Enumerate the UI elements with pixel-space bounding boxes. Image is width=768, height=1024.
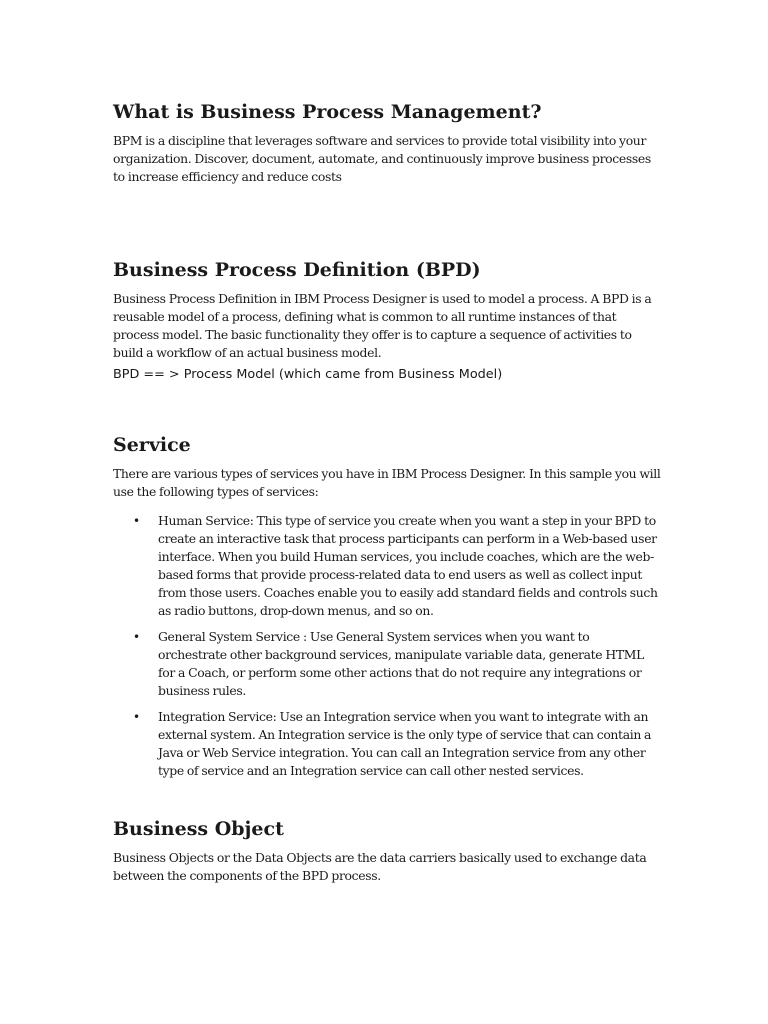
paragraph-bpm: BPM is a discipline that leverages software and services to provide total visibility into your organization. Discover, document, automate, and continuously improve business processes to increase efficiency and reduce costs [113,133,651,184]
bullet-icon: • [133,630,140,644]
heading-bpm: What is Business Process Management? [113,101,542,123]
paragraph-bpd: Business Process Definition in IBM Process Designer is used to model a process. A BPD is a reusable model of a process, defining what is common to all runtime instances of that process model. The basic functionality they offer is to capture a sequence of activities to build a workflow of an actual business model. [113,291,652,360]
list-item [113,512,658,620]
paragraph-service: There are various types of services you have in IBM Process Designer. In this sample you will use the following types of services: [113,466,661,499]
section-business-object [113,817,661,885]
heading-service: Service [113,434,191,456]
list-item-text: Integration Service: Use an Integration service when you want to integrate with an external system. An Integration service is the only type of service that can contain a Java or Web Service integration. You can call an Integration service from any other type of service and an Integration service can call other nested services. [158,709,652,778]
list-item-text: General System Service : Use General System services when you want to orchestrate other background services, manipulate variable data, generate HTML for a Coach, or perform some other actions that do not require any integrations or business rules. [158,629,644,698]
list-item [113,628,658,700]
heading-business-object: Business Object [113,818,284,840]
bullet-icon: • [133,514,140,528]
section-bpm [113,100,661,186]
heading-bpd: Business Process Definition (BPD) [113,259,481,281]
section-service [113,433,661,780]
bpd-note: BPD == > Process Model (which came from Business Model) [113,367,503,382]
list-item [113,708,658,780]
list-item-text: Human Service: This type of service you create when you want a step in your BPD to create an interactive task that process participants can perform in a Web-based user interface. When you build Human services, you include coaches, which are the web-based forms that provide process-related data to end users as well as collect input from those users. Coaches enable you to easily add standard fields and controls such as radio buttons, drop-down menus, and so on. [158,513,658,618]
service-types-list [113,512,661,780]
bullet-icon: • [133,710,140,724]
paragraph-business-object: Business Objects or the Data Objects are the data carriers basically used to exchange data between the components of the BPD process. [113,850,647,883]
section-bpd [113,258,661,384]
